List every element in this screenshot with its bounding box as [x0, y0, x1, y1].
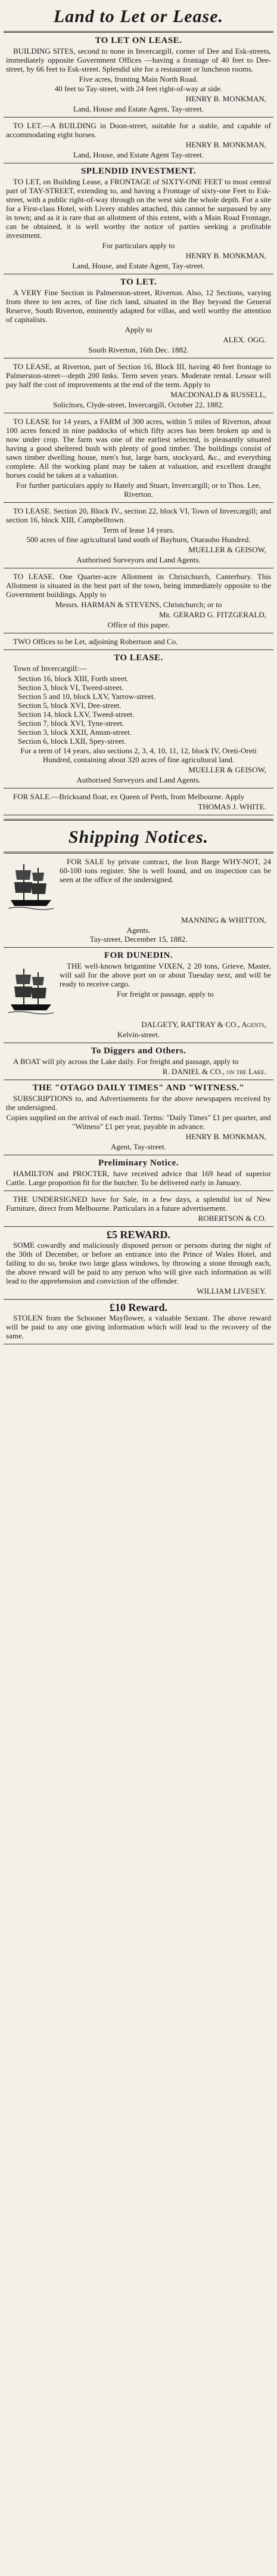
ad-note: Five acres, fronting Main North Road. [79, 75, 198, 84]
ad-body: BUILDING SITES, second to none in Invercargill, corner of Dee and Esk-streets, immediately opposite Government Offices —having a frontage of 40 feet to Dee-street, by 66 feet to Esk-street. Splendid site for a restaurant or luncheon rooms. [6, 47, 271, 73]
advertisement [6, 278, 271, 354]
ad-note: For further particulars apply to Hately and Stuart, Invercargill; or to Thos. Lee, Riverton. [16, 481, 261, 499]
advertisement [6, 792, 271, 811]
ad-date: Tay-street, December 15, 1882. [89, 935, 188, 944]
divider [4, 1226, 273, 1227]
ad-signature: HENRY B. MONKMAN, [185, 140, 266, 149]
advertisement [6, 654, 271, 784]
ad-body: FOR SALE by private contract, the Iron Barge WHY-NOT, 24 60-100 tons register. She is well found, and on inspection can be seen at the office of the undersigned. [60, 857, 271, 884]
ad-body: A VERY Fine Section in Palmerston-street, Riverton. Also, 12 Sections, varying from three to ten acres, of fine rich land, situated in the Bay beyond the General Reserve, South Riverton, eminently adapted for villas, and well worthy the attention of capitalists. [6, 288, 271, 324]
divider [4, 1299, 273, 1300]
ad-signature-detail: Authorised Surveyors and Land Agents. [76, 775, 201, 784]
ad-heading: TO LEASE. [114, 653, 163, 663]
ad-signature-detail: South Riverton, 16th Dec. 1882. [88, 345, 189, 354]
ad-signature-detail: Land, House, and Estate Agent, Tay-street. [72, 261, 205, 270]
divider [4, 31, 273, 33]
ad-signature: MANNING & WHITTON, [181, 916, 266, 924]
ad-signature: HENRY B. MONKMAN, [185, 251, 266, 260]
sailing-ship-icon [7, 964, 55, 1016]
ad-body: TO LEASE, at Riverton, part of Section 16, Block III, having 40 feet frontage to Palmerston-street—depth 200 links. Term seven years. Moderate rental. Lessor will pay half the cost of improvements at the end of the term. Apply to [6, 362, 271, 389]
advertisement [6, 1047, 271, 1076]
advertisement [6, 417, 271, 499]
advertisement [6, 36, 271, 113]
lot-item: Section 5 and 10, block LXV, Yarrow-street. [18, 692, 155, 701]
divider [4, 819, 273, 821]
lot-item: Section 5, block XVI, Dee-street. [18, 701, 122, 710]
ad-heading: FOR DUNEDIN. [104, 951, 173, 960]
ad-body: SOME cowardly and maliciously disposed person or persons during the night of the 30th of December, or before an entrance into the Prince of Wales Hotel, and failing to do so, broke two large glass windows, by throwing a stone through each, the above reward will be paid to any person who will give such information as will lead to the apprehension and conviction of the offender. [6, 1241, 271, 1285]
ad-note: Messrs. HARMAN & STEVENS, Christchurch; or to [55, 600, 222, 609]
ad-signature-detail: Land, House and Estate Agent, Tay-street. [73, 104, 204, 113]
ad-body: HAMILTON and PROCTER, have received advice that 169 head of superior Cattle. Large proportion fit for the butcher. To be delivered early in January. [6, 1169, 271, 1187]
lot-item: Section 3, block XXII, Annan-street. [18, 728, 132, 737]
ad-signature: MUELLER & GEISOW, [188, 765, 266, 774]
advertisement [6, 1195, 271, 1223]
advertisement [6, 637, 271, 646]
advertisement [6, 951, 271, 1039]
shipping-ads-column [4, 857, 273, 1344]
ad-signature-detail: Agents. [126, 926, 151, 935]
ad-body: THE well-known brigantine VIXEN, 2 20 tons, Grieve, Master, will sail for the above port on or about Tuesday next, and will be ready to receive cargo. [60, 961, 271, 988]
ad-signature-detail: Office of this paper. [107, 620, 170, 629]
ad-heading: To Diggers and Others. [91, 1046, 186, 1056]
ad-signature: WILLIAM LIVESEY. [197, 1287, 266, 1295]
ad-heading: TO LET ON LEASE. [95, 36, 182, 45]
ad-signature: DALGETY, RATTRAY & CO., Agents, [141, 1020, 266, 1029]
reward-heading: £10 Reward. [110, 1301, 167, 1313]
advertisement [6, 1159, 271, 1187]
reward-heading: £5 REWARD. [106, 1229, 170, 1241]
advertisement [6, 506, 271, 564]
advertisement [6, 362, 271, 409]
section-title-shipping: Shipping Notices. [68, 827, 209, 847]
ad-signature-detail: Authorised Surveyors and Land Agents. [76, 555, 201, 564]
ad-signature: HENRY B. MONKMAN, [185, 94, 266, 103]
ad-body: TO LEASE. Section 20, Block IV., section 22, block VI, Town of Invercargill; and section 16, block XIII, Campbelltown. [6, 506, 271, 524]
divider [4, 502, 273, 503]
divider [4, 852, 273, 853]
advertisement [6, 857, 271, 944]
advertisement [6, 1303, 271, 1340]
ad-signature: MACDONALD & RUSSELL, [170, 390, 266, 399]
ad-note: Term of lease 14 years. [102, 525, 175, 534]
lot-item: Section 14, block LXV, Tweed-street. [18, 710, 135, 719]
advertisement [6, 121, 271, 159]
ad-signature: ALEX. OGG. [223, 335, 266, 344]
ad-signature-detail: Agent, Tay-street. [110, 1142, 167, 1151]
sailing-ship-icon [7, 859, 55, 912]
ad-signature: HENRY B. MONKMAN, [185, 1132, 266, 1141]
advertisement [6, 1084, 271, 1151]
advertisement [6, 572, 271, 629]
ad-body: TWO Offices to be Let, adjoining Robertson and Co. [13, 637, 178, 646]
ad-body: SUBSCRIPTIONS to, and Advertisements for the above newspapers received by the undersigned. [6, 1094, 271, 1112]
ad-body: THE UNDERSIGNED have for Sale, in a few days, a splendid lot of New Furniture, direct from Melbourne. Particulars in a future advertisement. [6, 1195, 271, 1213]
ad-body: A BOAT will ply across the Lake daily. For freight and passage, apply to [13, 1057, 239, 1066]
section-title-land: Land to Let or Lease. [53, 7, 224, 26]
divider [4, 947, 273, 948]
ad-signature: R. DANIEL & CO., on the Lake. [162, 1067, 266, 1076]
ad-body: Town of Invercargill:— [13, 664, 87, 673]
ad-note: 500 acres of fine agricultural land south of Bayburn, Otaraoho Hundred. [26, 535, 251, 544]
ad-signature: THOMAS J. WHITE. [198, 802, 266, 811]
ad-signature-detail: Land, House, and Estate Agent Tay-street. [73, 150, 204, 159]
land-ads-column [4, 36, 273, 815]
ad-note: 40 feet to Tay-street, with 24 feet right-of-way at side. [54, 84, 223, 93]
ad-heading: Preliminary Notice. [98, 1158, 179, 1168]
ad-body: FOR SALE.—Bricksand float, ex Queen of Perth, from Melbourne. Apply [13, 792, 245, 801]
ad-signature: ROBERTSON & CO. [198, 1214, 266, 1223]
ad-body: TO LEASE. One Quarter-acre Allotment in Christchurch, Canterbury. This Allotment is situated in the best part of the town, being immediately opposite to the Government buildings. Apply to [6, 572, 271, 599]
divider [4, 1190, 273, 1191]
ad-signature: Mr. GERARD G. FITZGERALD, [158, 610, 266, 619]
ad-note: For particulars apply to [102, 241, 175, 250]
lot-item: Section 16, block XIII, Forth street. [18, 674, 129, 683]
advertisement [6, 167, 271, 270]
advertisement [6, 1230, 271, 1295]
ad-note: Copies supplied on the arrival of each mail. Terms: "Daily Times" £1 per quarter, and "Witness" £1 per year, payable in advance. [6, 1113, 271, 1131]
ad-heading: TO LET. [120, 277, 157, 287]
ad-note: For freight or passage, apply to [117, 989, 214, 998]
lot-item: Section 3, block VI, Tweed-street. [18, 683, 124, 692]
ad-note: Apply to [125, 325, 152, 334]
ad-body: TO LET.—A BUILDING in Doon-street, suitable for a stable, and capable of accommodating eight horses. [6, 121, 271, 139]
ad-signature: MUELLER & GEISOW, [188, 545, 266, 554]
lot-item: Section 7, block XVI, Tyne-street. [18, 719, 125, 728]
ad-heading: SPLENDID INVESTMENT. [80, 166, 197, 176]
ad-note: For a term of 14 years, also sections 2, 3, 4, 10, 11, 12, block IV, Oreti-Oreti Hundred, containing about 320 acres of fine agricultural land. [20, 746, 257, 764]
ad-signature-detail: Kelvin-street. [117, 1030, 160, 1039]
ad-body: TO LEASE for 14 years, a FARM of 300 acres, within 5 miles of Riverton, about 100 acres fenced in nine paddocks of which fifty acres has been broken up and is now under crop. The farm was one of the earliest selected, is pleasantly situated having a good sheltered bush with plenty of good timber. The buildings consist of sawn timber dwelling house, men's hut, large barn, stockyard, &c., and everything complete. All the working plant may be taken at valuation, and excellent draught horses could be taken at a valuation. [6, 417, 271, 480]
ad-body: STOLEN from the Schooner Mayflower, a valuable Sextant. The above reward will be paid to any one giving information which will lead to the recovery of the same. [6, 1313, 271, 1340]
ad-signature-detail: Solicitors, Clyde-street, Invercargill, October 22, 1882. [52, 400, 225, 409]
ad-body: TO LET, on Building Lease, a FRONTAGE of SIXTY-ONE FEET to most central part of TAY-STREET, extending to, and having a Frontage of sixty-one Feet to Esk-street, with a public right-of-way through on the west side the whole depth. For a site for a First-class Hotel, with Livery stables attached, this cannot be surpassed by any in town; and as it is rare that an allotment of this extent, with a Main Road Frontage, can be obtained, it is well worthy the notice of parties seeking a profitable investment. [6, 177, 271, 240]
ad-heading: THE "OTAGO DAILY TIMES" AND "WITNESS." [32, 1083, 245, 1093]
lot-item: Section 6, block LXII, Spey-street. [18, 737, 126, 746]
